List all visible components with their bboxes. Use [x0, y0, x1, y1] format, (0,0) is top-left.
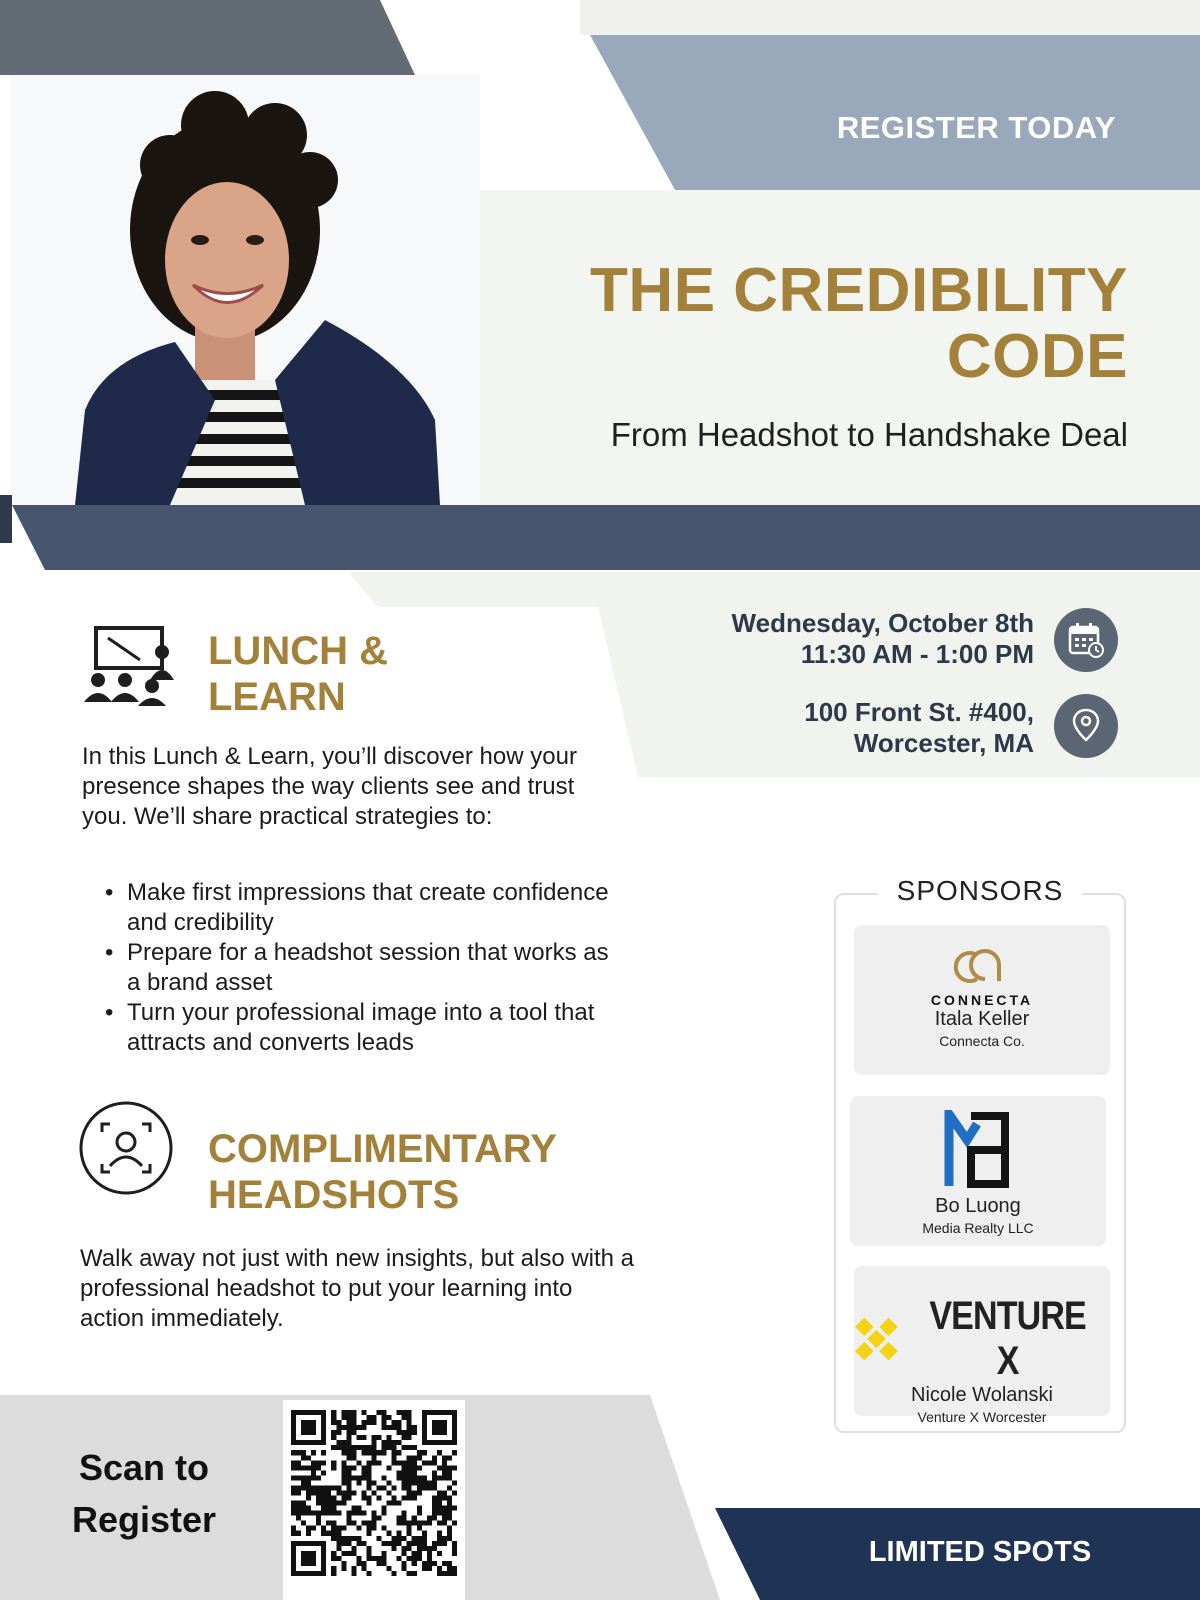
- list-item: • Prepare for a headshot session that works as a brand asset: [105, 938, 625, 998]
- face-scan-icon: [78, 1100, 178, 1200]
- event-date-time: [732, 608, 1034, 670]
- headshots-heading-line-1: COMPLIMENTARY: [208, 1127, 557, 1171]
- address-line-2: Worcester, MA: [853, 728, 1034, 758]
- scan-line-2: Register: [71, 1499, 217, 1540]
- decorative-band-top-left: [0, 0, 415, 75]
- list-item: • Make first impressions that create confidence and credibility: [105, 878, 625, 938]
- event-subtitle: From Headshot to Handshake Deal: [610, 416, 1128, 453]
- sponsor-company: Connecta Co.: [939, 1033, 1025, 1049]
- event-location: [804, 697, 1034, 759]
- lunch-learn-heading: [208, 628, 388, 720]
- event-time: 11:30 AM - 1:00 PM: [800, 639, 1034, 669]
- address-line-1: 100 Front St. #400,: [804, 697, 1034, 727]
- strategy-list: [105, 878, 625, 1058]
- speaker-photo: [75, 80, 475, 505]
- connecta-logo-text: CONNECTA: [930, 992, 1034, 1008]
- scan-line-1: Scan to: [78, 1447, 210, 1488]
- headshots-description: Walk away not just with new insights, but also with a professional headshot to put your learning into action immediately.: [80, 1245, 635, 1332]
- scan-to-register-label: [64, 1442, 224, 1546]
- qr-code[interactable]: [283, 1400, 465, 1600]
- sponsor-name: Nicole Wolanski: [911, 1384, 1053, 1406]
- list-item: • Turn your professional image into a tool that attracts and converts leads: [105, 998, 625, 1058]
- sponsors-title: SPONSORS: [878, 875, 1082, 907]
- venture-x-logo-text: VENTURE X: [929, 1294, 1086, 1383]
- presentation-audience-icon: [78, 624, 178, 724]
- event-title: [488, 258, 1128, 390]
- limited-spots-label: LIMITED SPOTS: [868, 1536, 1092, 1568]
- sponsor-card-venture-x: [854, 1266, 1110, 1425]
- decorative-band-middle: [0, 505, 1200, 570]
- event-date: Wednesday, October 8th: [731, 608, 1034, 638]
- headshots-heading: [208, 1126, 557, 1218]
- title-line-2: CODE: [946, 322, 1128, 391]
- lunch-description: In this Lunch & Learn, you’ll discover how your presence shapes the way clients see and trust you. We’ll share practical strategies to:: [82, 743, 577, 830]
- headshots-heading-line-2: HEADSHOTS: [208, 1173, 460, 1217]
- location-pin-icon: [1054, 694, 1118, 758]
- sponsor-company: Media Realty LLC: [922, 1220, 1034, 1236]
- decorative-band-top-right: [580, 0, 1200, 35]
- decorative-edge: [0, 495, 12, 543]
- media-realty-logo-icon: [943, 1110, 1013, 1190]
- sponsor-card-media-realty: [850, 1096, 1106, 1246]
- sponsor-name: Bo Luong: [935, 1195, 1021, 1217]
- lunch-heading-line-1: LUNCH &: [208, 629, 388, 673]
- connecta-logo-icon: [949, 947, 1015, 987]
- sponsor-company: Venture X Worcester: [917, 1409, 1047, 1425]
- sponsor-name: Itala Keller: [934, 1008, 1030, 1030]
- title-line-1: THE CREDIBILITY: [590, 256, 1128, 325]
- lunch-heading-line-2: LEARN: [208, 675, 346, 719]
- calendar-icon: [1054, 608, 1118, 672]
- sponsor-card-connecta: [854, 925, 1110, 1075]
- venture-x-logo-icon: [854, 1315, 899, 1363]
- register-today-label: REGISTER TODAY: [836, 110, 1116, 145]
